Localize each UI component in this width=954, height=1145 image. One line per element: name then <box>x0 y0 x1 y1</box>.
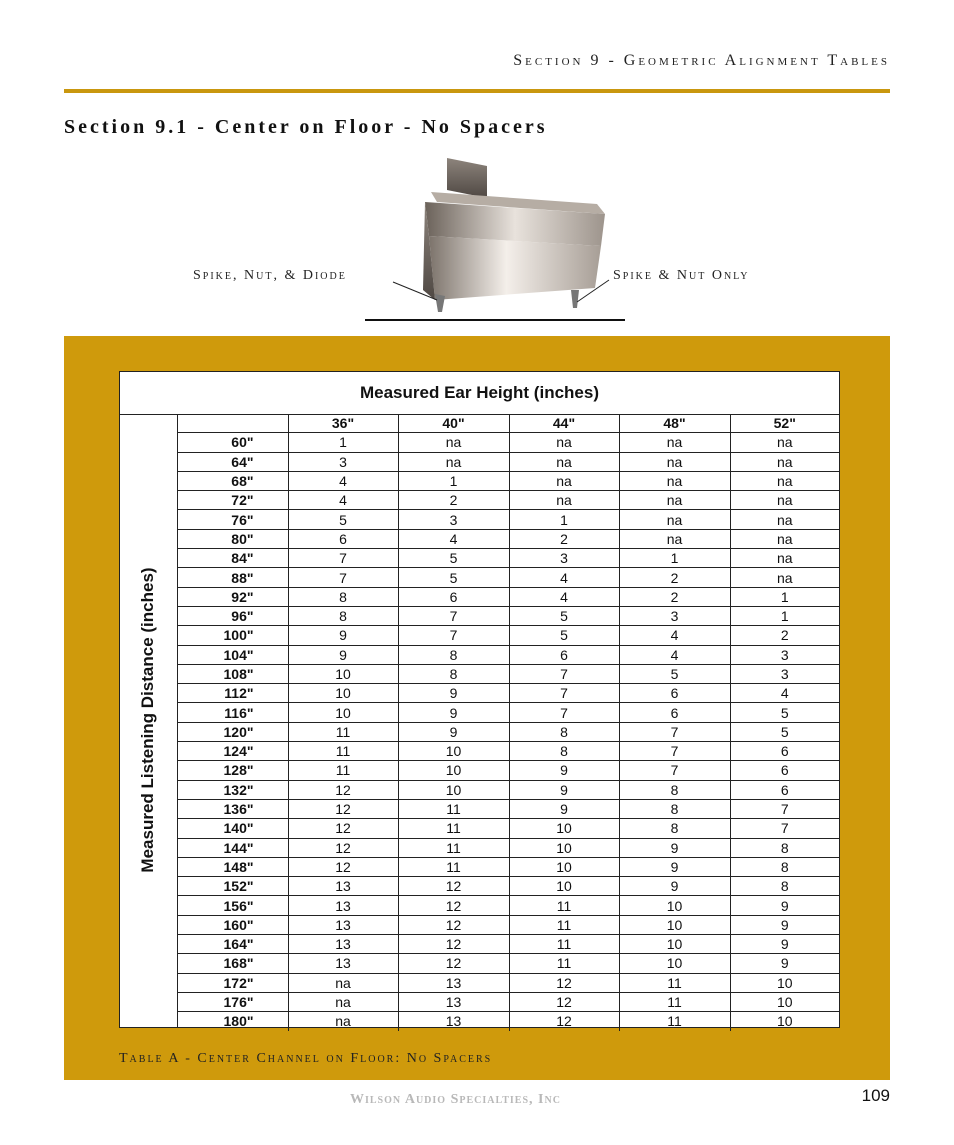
table-row <box>177 433 839 452</box>
table-cell: 3 <box>509 549 619 568</box>
table-cell: na <box>398 433 509 452</box>
table-row <box>177 587 839 606</box>
row-header: 172" <box>177 973 288 992</box>
table-row <box>177 1012 839 1031</box>
table-cell: 13 <box>288 954 398 973</box>
speaker-on-floor-illustration <box>365 150 625 330</box>
table-cell: na <box>730 568 839 587</box>
table-cell: 11 <box>619 1012 730 1031</box>
table-cell: 12 <box>288 819 398 838</box>
table-cell: 12 <box>288 799 398 818</box>
table-cell: 3 <box>730 664 839 683</box>
table-cell: 11 <box>288 722 398 741</box>
row-header: 140" <box>177 819 288 838</box>
table-cell: 3 <box>730 645 839 664</box>
row-header: 104" <box>177 645 288 664</box>
table-cell: 7 <box>398 606 509 625</box>
table-cell: 7 <box>619 761 730 780</box>
table-cell: 11 <box>398 819 509 838</box>
row-header: 116" <box>177 703 288 722</box>
table-cell: 9 <box>730 935 839 954</box>
table-cell: 5 <box>730 722 839 741</box>
page-number: 109 <box>861 1086 890 1105</box>
table-cell: 9 <box>509 799 619 818</box>
table-row <box>177 857 839 876</box>
table-cell: 8 <box>509 742 619 761</box>
table-cell: 8 <box>730 877 839 896</box>
page-title: Section 9.1 - Center on Floor - No Spacers <box>64 116 548 138</box>
table-cell: 11 <box>509 935 619 954</box>
table-row <box>177 703 839 722</box>
table-cell: na <box>288 992 398 1011</box>
column-header: 36" <box>288 414 398 433</box>
table-cell: 6 <box>730 742 839 761</box>
table-row <box>177 992 839 1011</box>
table-cell: 3 <box>619 606 730 625</box>
table-cell: 10 <box>398 780 509 799</box>
table-cell: 7 <box>509 684 619 703</box>
table-cell: 9 <box>288 645 398 664</box>
table-cell: 4 <box>509 587 619 606</box>
table-cell: 5 <box>288 510 398 529</box>
row-header: 148" <box>177 857 288 876</box>
table-cell: 3 <box>288 452 398 471</box>
table-cell: 2 <box>509 529 619 548</box>
table-cell: 10 <box>619 915 730 934</box>
table-cell: 4 <box>619 645 730 664</box>
table-cell: 9 <box>619 877 730 896</box>
table-row <box>177 780 839 799</box>
row-header: 76" <box>177 510 288 529</box>
table-cell: 10 <box>509 877 619 896</box>
table-cell: 8 <box>619 780 730 799</box>
alignment-grid <box>177 414 839 1031</box>
table-row <box>177 684 839 703</box>
table-cell: 8 <box>398 664 509 683</box>
table-cell: 11 <box>288 742 398 761</box>
row-header: 100" <box>177 626 288 645</box>
table-row <box>177 954 839 973</box>
table-row <box>177 568 839 587</box>
table-cell: 8 <box>509 722 619 741</box>
header-rule <box>64 89 890 93</box>
label-spike-nut-diode: Spike, Nut, & Diode <box>193 268 347 283</box>
table-row <box>177 973 839 992</box>
table-cell: 8 <box>288 587 398 606</box>
table-cell: 12 <box>288 838 398 857</box>
table-cell: 11 <box>288 761 398 780</box>
table-cell: 6 <box>509 645 619 664</box>
row-header: 168" <box>177 954 288 973</box>
table-row <box>177 722 839 741</box>
table-cell: 10 <box>730 1012 839 1031</box>
table-cell: 9 <box>509 780 619 799</box>
table-cell: na <box>730 549 839 568</box>
table-cell: 9 <box>730 954 839 973</box>
table-cell: 5 <box>509 606 619 625</box>
row-header: 64" <box>177 452 288 471</box>
table-cell: na <box>619 433 730 452</box>
row-header: 68" <box>177 471 288 490</box>
table-cell: 7 <box>619 742 730 761</box>
table-cell: na <box>398 452 509 471</box>
row-header: 60" <box>177 433 288 452</box>
table-cell: na <box>730 452 839 471</box>
table-cell: na <box>509 471 619 490</box>
table-row <box>177 742 839 761</box>
table-cell: 6 <box>619 703 730 722</box>
footer-brand: Wilson Audio Specialties, Inc <box>350 1092 561 1107</box>
table-cell: 10 <box>288 684 398 703</box>
row-header: 136" <box>177 799 288 818</box>
table-cell: 5 <box>509 626 619 645</box>
table-cell: 8 <box>730 857 839 876</box>
table-cell: 7 <box>509 703 619 722</box>
table-row <box>177 896 839 915</box>
table-row <box>177 606 839 625</box>
table-cell: 9 <box>398 703 509 722</box>
table-cell: 1 <box>730 587 839 606</box>
table-cell: na <box>619 452 730 471</box>
row-header: 176" <box>177 992 288 1011</box>
label-spike-nut-only: Spike & Nut Only <box>613 268 750 283</box>
table-cell: 9 <box>730 896 839 915</box>
table-cell: 7 <box>730 819 839 838</box>
table-cell: 10 <box>398 761 509 780</box>
table-cell: 12 <box>398 896 509 915</box>
table-cell: 13 <box>398 992 509 1011</box>
row-header: 108" <box>177 664 288 683</box>
table-row <box>177 915 839 934</box>
table-cell: 12 <box>398 877 509 896</box>
table-cell: 3 <box>398 510 509 529</box>
table-cell: 6 <box>730 780 839 799</box>
table-cell: 13 <box>288 915 398 934</box>
column-axis-title: Measured Ear Height (inches) <box>120 372 839 415</box>
table-cell: 1 <box>288 433 398 452</box>
table-cell: 4 <box>288 491 398 510</box>
column-header: 44" <box>509 414 619 433</box>
table-cell: na <box>619 529 730 548</box>
table-cell: 10 <box>288 703 398 722</box>
row-header: 156" <box>177 896 288 915</box>
table-cell: 7 <box>730 799 839 818</box>
table-cell: 4 <box>398 529 509 548</box>
table-cell: 11 <box>398 857 509 876</box>
corner-cell <box>177 414 288 433</box>
table-cell: 9 <box>398 684 509 703</box>
table-cell: na <box>730 433 839 452</box>
table-cell: 12 <box>288 780 398 799</box>
table-cell: 8 <box>619 799 730 818</box>
table-cell: 1 <box>730 606 839 625</box>
table-cell: na <box>509 452 619 471</box>
table-cell: 5 <box>730 703 839 722</box>
table-row <box>177 761 839 780</box>
table-cell: 1 <box>619 549 730 568</box>
column-header: 52" <box>730 414 839 433</box>
table-cell: 10 <box>619 954 730 973</box>
row-header: 120" <box>177 722 288 741</box>
table-cell: na <box>288 1012 398 1031</box>
table-cell: 8 <box>619 819 730 838</box>
table-cell: 8 <box>398 645 509 664</box>
table-cell: 4 <box>288 471 398 490</box>
column-header-row <box>177 414 839 433</box>
row-header: 144" <box>177 838 288 857</box>
table-cell: 2 <box>619 568 730 587</box>
table-cell: 10 <box>619 935 730 954</box>
table-cell: 12 <box>398 935 509 954</box>
table-cell: na <box>730 529 839 548</box>
table-row <box>177 877 839 896</box>
row-header: 164" <box>177 935 288 954</box>
table-cell: 7 <box>288 549 398 568</box>
table-cell: 11 <box>398 838 509 857</box>
table-cell: 10 <box>288 664 398 683</box>
table-cell: 6 <box>398 587 509 606</box>
table-cell: 13 <box>288 896 398 915</box>
table-cell: 10 <box>509 857 619 876</box>
table-row <box>177 819 839 838</box>
table-row <box>177 799 839 818</box>
row-header: 96" <box>177 606 288 625</box>
table-cell: na <box>288 973 398 992</box>
table-cell: 13 <box>398 973 509 992</box>
table-cell: 1 <box>509 510 619 529</box>
row-header: 112" <box>177 684 288 703</box>
table-cell: 5 <box>398 549 509 568</box>
column-header: 48" <box>619 414 730 433</box>
table-cell: 11 <box>619 992 730 1011</box>
table-cell: 4 <box>619 626 730 645</box>
table-cell: na <box>730 510 839 529</box>
table-cell: 12 <box>288 857 398 876</box>
table-cell: 8 <box>288 606 398 625</box>
table-caption: Table A - Center Channel on Floor: No Spacers <box>119 1051 493 1066</box>
table-cell: 12 <box>398 954 509 973</box>
table-cell: na <box>730 471 839 490</box>
table-cell: 12 <box>509 992 619 1011</box>
table-cell: 9 <box>619 857 730 876</box>
table-cell: 1 <box>398 471 509 490</box>
table-cell: 10 <box>509 838 619 857</box>
table-row <box>177 935 839 954</box>
alignment-table <box>119 371 840 1028</box>
table-cell: na <box>730 491 839 510</box>
table-row <box>177 529 839 548</box>
table-cell: 9 <box>619 838 730 857</box>
row-header: 92" <box>177 587 288 606</box>
row-header: 88" <box>177 568 288 587</box>
table-cell: 12 <box>509 1012 619 1031</box>
table-cell: 11 <box>398 799 509 818</box>
table-row <box>177 838 839 857</box>
table-cell: 13 <box>398 1012 509 1031</box>
table-cell: 11 <box>509 896 619 915</box>
row-header: 84" <box>177 549 288 568</box>
table-cell: 9 <box>398 722 509 741</box>
table-row <box>177 491 839 510</box>
table-cell: 6 <box>730 761 839 780</box>
table-cell: 10 <box>730 992 839 1011</box>
row-header: 128" <box>177 761 288 780</box>
row-header: 132" <box>177 780 288 799</box>
table-cell: 6 <box>619 684 730 703</box>
table-cell: 10 <box>398 742 509 761</box>
table-cell: na <box>509 491 619 510</box>
row-header: 160" <box>177 915 288 934</box>
table-cell: na <box>619 510 730 529</box>
table-cell: 10 <box>730 973 839 992</box>
table-row <box>177 510 839 529</box>
table-cell: 2 <box>398 491 509 510</box>
table-cell: 11 <box>509 954 619 973</box>
table-cell: 8 <box>730 838 839 857</box>
table-row <box>177 452 839 471</box>
table-cell: 13 <box>288 877 398 896</box>
table-cell: 12 <box>398 915 509 934</box>
row-header: 152" <box>177 877 288 896</box>
table-cell: na <box>509 433 619 452</box>
row-header: 72" <box>177 491 288 510</box>
column-header: 40" <box>398 414 509 433</box>
table-cell: 7 <box>288 568 398 587</box>
table-cell: 9 <box>730 915 839 934</box>
table-cell: 9 <box>509 761 619 780</box>
table-cell: 9 <box>288 626 398 645</box>
table-cell: 7 <box>619 722 730 741</box>
section-header: Section 9 - Geometric Alignment Tables <box>513 52 890 69</box>
table-cell: 4 <box>509 568 619 587</box>
table-cell: 6 <box>288 529 398 548</box>
table-cell: 11 <box>619 973 730 992</box>
row-header: 180" <box>177 1012 288 1031</box>
table-cell: na <box>619 491 730 510</box>
row-axis-title-cell <box>120 414 178 1027</box>
table-cell: na <box>619 471 730 490</box>
table-cell: 13 <box>288 935 398 954</box>
table-cell: 5 <box>398 568 509 587</box>
table-row <box>177 549 839 568</box>
table-cell: 7 <box>509 664 619 683</box>
row-axis-title: Measured Listening Distance (inches) <box>138 567 157 873</box>
table-cell: 10 <box>619 896 730 915</box>
table-row <box>177 645 839 664</box>
table-cell: 10 <box>509 819 619 838</box>
table-cell: 2 <box>730 626 839 645</box>
table-row <box>177 664 839 683</box>
table-cell: 2 <box>619 587 730 606</box>
table-cell: 5 <box>619 664 730 683</box>
table-row <box>177 626 839 645</box>
table-cell: 12 <box>509 973 619 992</box>
row-header: 80" <box>177 529 288 548</box>
table-cell: 4 <box>730 684 839 703</box>
table-cell: 7 <box>398 626 509 645</box>
row-header: 124" <box>177 742 288 761</box>
table-row <box>177 471 839 490</box>
table-cell: 11 <box>509 915 619 934</box>
